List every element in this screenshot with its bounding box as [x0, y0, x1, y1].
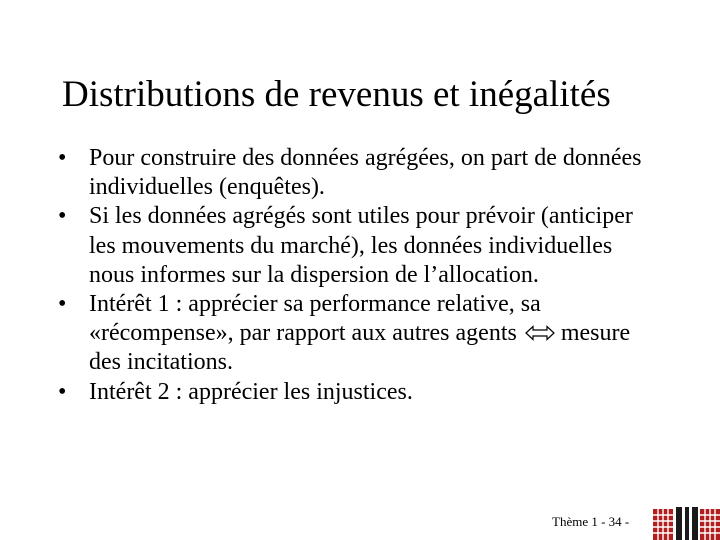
bullet-item-1 [58, 144, 658, 202]
bullet-text: Pour construire des données agrégées, on part de données individuelles (enquêtes). [89, 145, 642, 201]
left-right-arrow-icon [525, 325, 555, 341]
bullet-item-3 [58, 290, 658, 378]
bullet-list [58, 144, 658, 407]
bullet-item-2 [58, 202, 658, 290]
bullet-text-continued: mesure des incitations. [89, 320, 631, 376]
bullet-marker: • [58, 145, 67, 171]
page-number-label: Thème 1 - 34 - [552, 514, 630, 529]
bullet-marker: • [58, 378, 67, 405]
slide-title: Distributions de revenus et inégalités [62, 74, 611, 115]
bullet-text: Si les données agrégés sont utiles pour prévoir (anticiper les mouvements du marché), les données individuelles nous informes sur la dispersion de l’allocation. [89, 203, 633, 288]
bullet-text: Intérêt 2 : apprécier les injustices. [89, 378, 413, 405]
bullet-marker: • [58, 291, 67, 318]
building-logo-icon [652, 505, 720, 540]
bullet-marker: • [58, 203, 67, 230]
bullet-text: Intérêt 1 : apprécier sa performance relative, sa «récompense», par rapport aux autres agents [89, 291, 541, 347]
bullet-item-4 [58, 378, 658, 407]
